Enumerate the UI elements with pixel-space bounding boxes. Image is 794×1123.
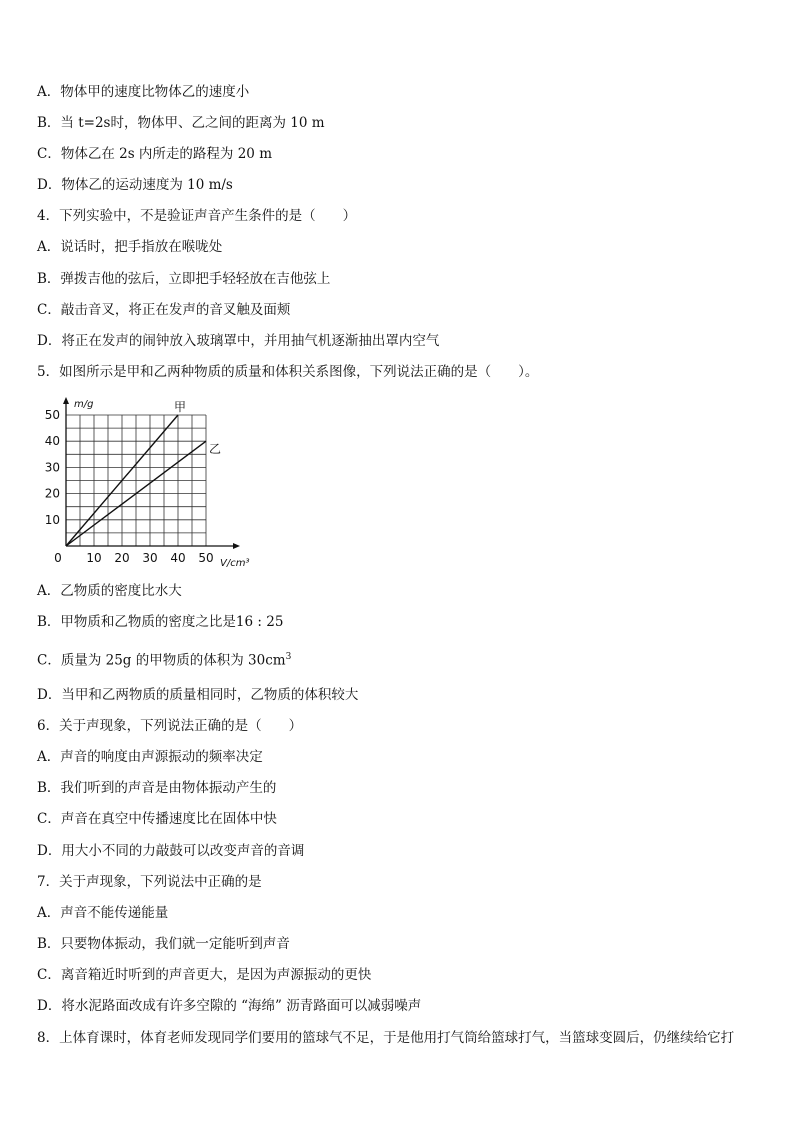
series-label-yi: 乙 [209, 442, 222, 457]
q4-option-a: A．说话时，把手指放在喉咙处 [37, 239, 223, 255]
q7-option-a: A．声音不能传递能量 [37, 905, 169, 921]
x-tick-label: 20 [114, 551, 130, 565]
x-axis-label: V/cm³ [220, 558, 250, 569]
q7-option-c: C．离音箱近时听到的声音更大，是因为声源振动的更快 [37, 967, 372, 983]
q6-option-a: A．声音的响度由声源振动的频率决定 [37, 749, 263, 765]
q5-option-c-text: C．质量为 25g 的甲物质的体积为 30cm [37, 652, 286, 669]
q7-option-d: D．将水泥路面改成有许多空隙的 “海绵” 沥青路面可以减弱噪声 [37, 998, 422, 1014]
y-tick-label: 40 [44, 434, 60, 449]
q6-stem: 6．关于声现象，下列说法正确的是（ ） [37, 718, 303, 734]
q4-option-d: D．将正在发声的闹钟放入玻璃罩中，并用抽气机逐渐抽出罩内空气 [37, 333, 440, 349]
mass-volume-chart-svg [40, 392, 270, 570]
q5-option-d: D．当甲和乙两物质的质量相同时，乙物质的体积较大 [37, 687, 359, 703]
y-tick-label: 50 [44, 408, 60, 422]
q3-option-b: B．当 t=2s时，物体甲、乙之间的距离为 10 m [37, 115, 325, 131]
q5-stem: 5．如图所示是甲和乙两种物质的质量和体积关系图像，下列说法正确的是（ ）。 [37, 364, 539, 380]
mass-volume-chart [40, 392, 270, 570]
q8-stem: 8．上体育课时，体育老师发现同学们要用的篮球气不足，于是他用打气筒给篮球打气，当篮球变圆后，仍继续给它打 [37, 1030, 735, 1046]
x-tick-label: 40 [170, 551, 186, 565]
q5-option-b: B．甲物质和乙物质的密度之比是16 : 25 [37, 614, 284, 630]
x-tick-label: 10 [86, 551, 102, 565]
q3-option-d: D．物体乙的运动速度为 10 m/s [37, 177, 233, 193]
y-axis-label: m/g [74, 399, 94, 410]
x-tick-label: 50 [198, 551, 214, 565]
q5-option-a: A．乙物质的密度比水大 [37, 583, 182, 599]
y-tick-label: 10 [44, 512, 60, 527]
q7-option-b: B．只要物体振动，我们就一定能听到声音 [37, 936, 290, 952]
q5-option-c-superscript: 3 [285, 652, 292, 662]
q6-option-c: C．声音在真空中传播速度比在固体中快 [37, 811, 277, 827]
x-axis-arrow-icon [233, 543, 240, 549]
y-tick-label: 30 [44, 460, 60, 475]
q6-option-d: D．用大小不同的力敲鼓可以改变声音的音调 [37, 843, 305, 859]
y-tick-label: 20 [44, 486, 60, 501]
q7-stem: 7．关于声现象，下列说法中正确的是 [37, 874, 262, 890]
q3-option-c: C．物体乙在 2s 内所走的路程为 20 m [37, 146, 272, 162]
x-tick-label: 30 [142, 551, 158, 565]
q3-option-a: A．物体甲的速度比物体乙的速度小 [37, 84, 250, 100]
q4-stem: 4．下列实验中，不是验证声音产生条件的是（ ） [37, 208, 357, 224]
q4-option-b: B．弹拨吉他的弦后，立即把手轻轻放在吉他弦上 [37, 271, 331, 287]
x-tick-label: 0 [54, 551, 62, 565]
q5-option-c [37, 648, 291, 670]
y-axis-arrow-icon [63, 397, 69, 404]
q6-option-b: B．我们听到的声音是由物体振动产生的 [37, 780, 277, 796]
series-label-jia: 甲 [174, 400, 187, 414]
q4-option-c: C．敲击音叉，将正在发声的音叉触及面颊 [37, 302, 291, 318]
